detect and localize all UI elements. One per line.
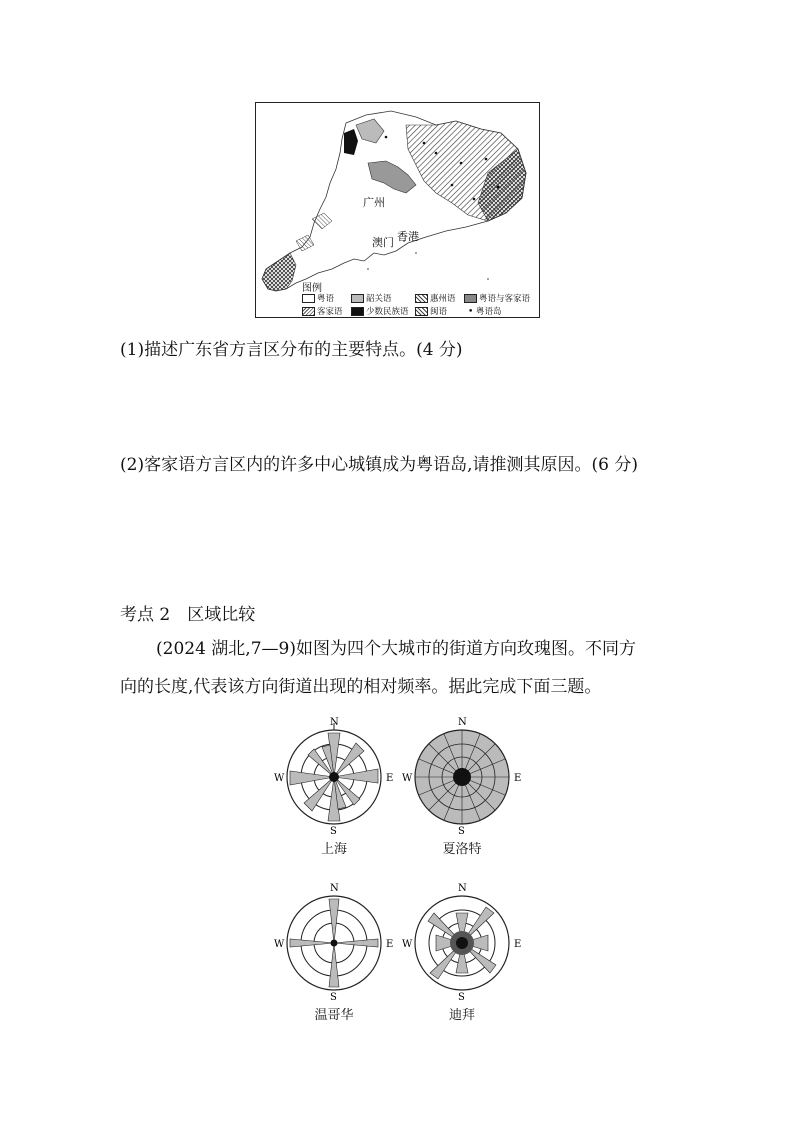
- legend-title: 图例: [302, 283, 322, 294]
- dir-w: W: [402, 939, 413, 950]
- legend-item-min: 闽语: [415, 305, 447, 317]
- legend-item-hakka: 客家语: [302, 305, 343, 317]
- intro-line-1: (2024 湖北,7—9)如图为四个大城市的街道方向玫瑰图。不同方: [156, 639, 636, 659]
- rose-caption-charlotte: 夏洛特: [442, 842, 482, 857]
- legend-item-mixed: 粤语与客家语: [464, 292, 530, 304]
- rose-caption-shanghai: 上海: [320, 842, 347, 857]
- legend-item-huizhou: 惠州语: [415, 292, 456, 304]
- label-guangzhou: 广州: [363, 196, 385, 209]
- rose-shanghai: [272, 714, 402, 859]
- rose-charlotte: [400, 714, 530, 859]
- label-hongkong: 香港: [397, 230, 419, 243]
- rose-dubai-graphic: [400, 880, 530, 1000]
- question-1: (1)描述广东省方言区分布的主要特点。(4 分): [120, 340, 463, 360]
- rose-shanghai-graphic: [272, 714, 402, 834]
- rose-caption-vancouver: 温哥华: [314, 1008, 354, 1023]
- rose-caption-dubai: 迪拜: [448, 1008, 475, 1023]
- dir-s: S: [330, 992, 337, 1000]
- question-2: (2)客家语方言区内的许多中心城镇成为粤语岛,请推测其原因。(6 分): [120, 455, 638, 475]
- dir-e: E: [386, 939, 394, 950]
- dir-w: W: [402, 773, 413, 784]
- dir-s: S: [330, 826, 337, 834]
- dir-e: E: [514, 939, 522, 950]
- dir-w: W: [274, 773, 285, 784]
- dir-w: W: [274, 939, 285, 950]
- dir-s: S: [458, 992, 465, 1000]
- legend-item-shaoguan: 韶关语: [351, 292, 392, 304]
- dir-n: N: [330, 883, 339, 894]
- dir-n: N: [330, 717, 339, 728]
- dir-s: S: [458, 826, 465, 834]
- rose-dubai: [400, 880, 530, 1025]
- rose-vancouver: [272, 880, 402, 1025]
- dir-n: N: [458, 717, 467, 728]
- legend-item-minority: 少数民族语: [351, 305, 409, 317]
- label-macau: 澳门: [372, 236, 394, 249]
- legend-item-island: • 粤语岛: [468, 307, 502, 317]
- rose-vancouver-graphic: [272, 880, 402, 1000]
- dir-n: N: [458, 883, 467, 894]
- dir-e: E: [386, 773, 394, 784]
- section-heading: 考点 2 区域比较: [120, 605, 256, 625]
- intro-line-2: 向的长度,代表该方向街道出现的相对频率。据此完成下面三题。: [120, 677, 602, 697]
- legend-item-yue: 粤语: [302, 292, 334, 304]
- dialect-map: [255, 102, 540, 318]
- guangdong-map-graphic: [256, 103, 539, 317]
- rose-charlotte-graphic: [400, 714, 530, 834]
- dir-e: E: [514, 773, 522, 784]
